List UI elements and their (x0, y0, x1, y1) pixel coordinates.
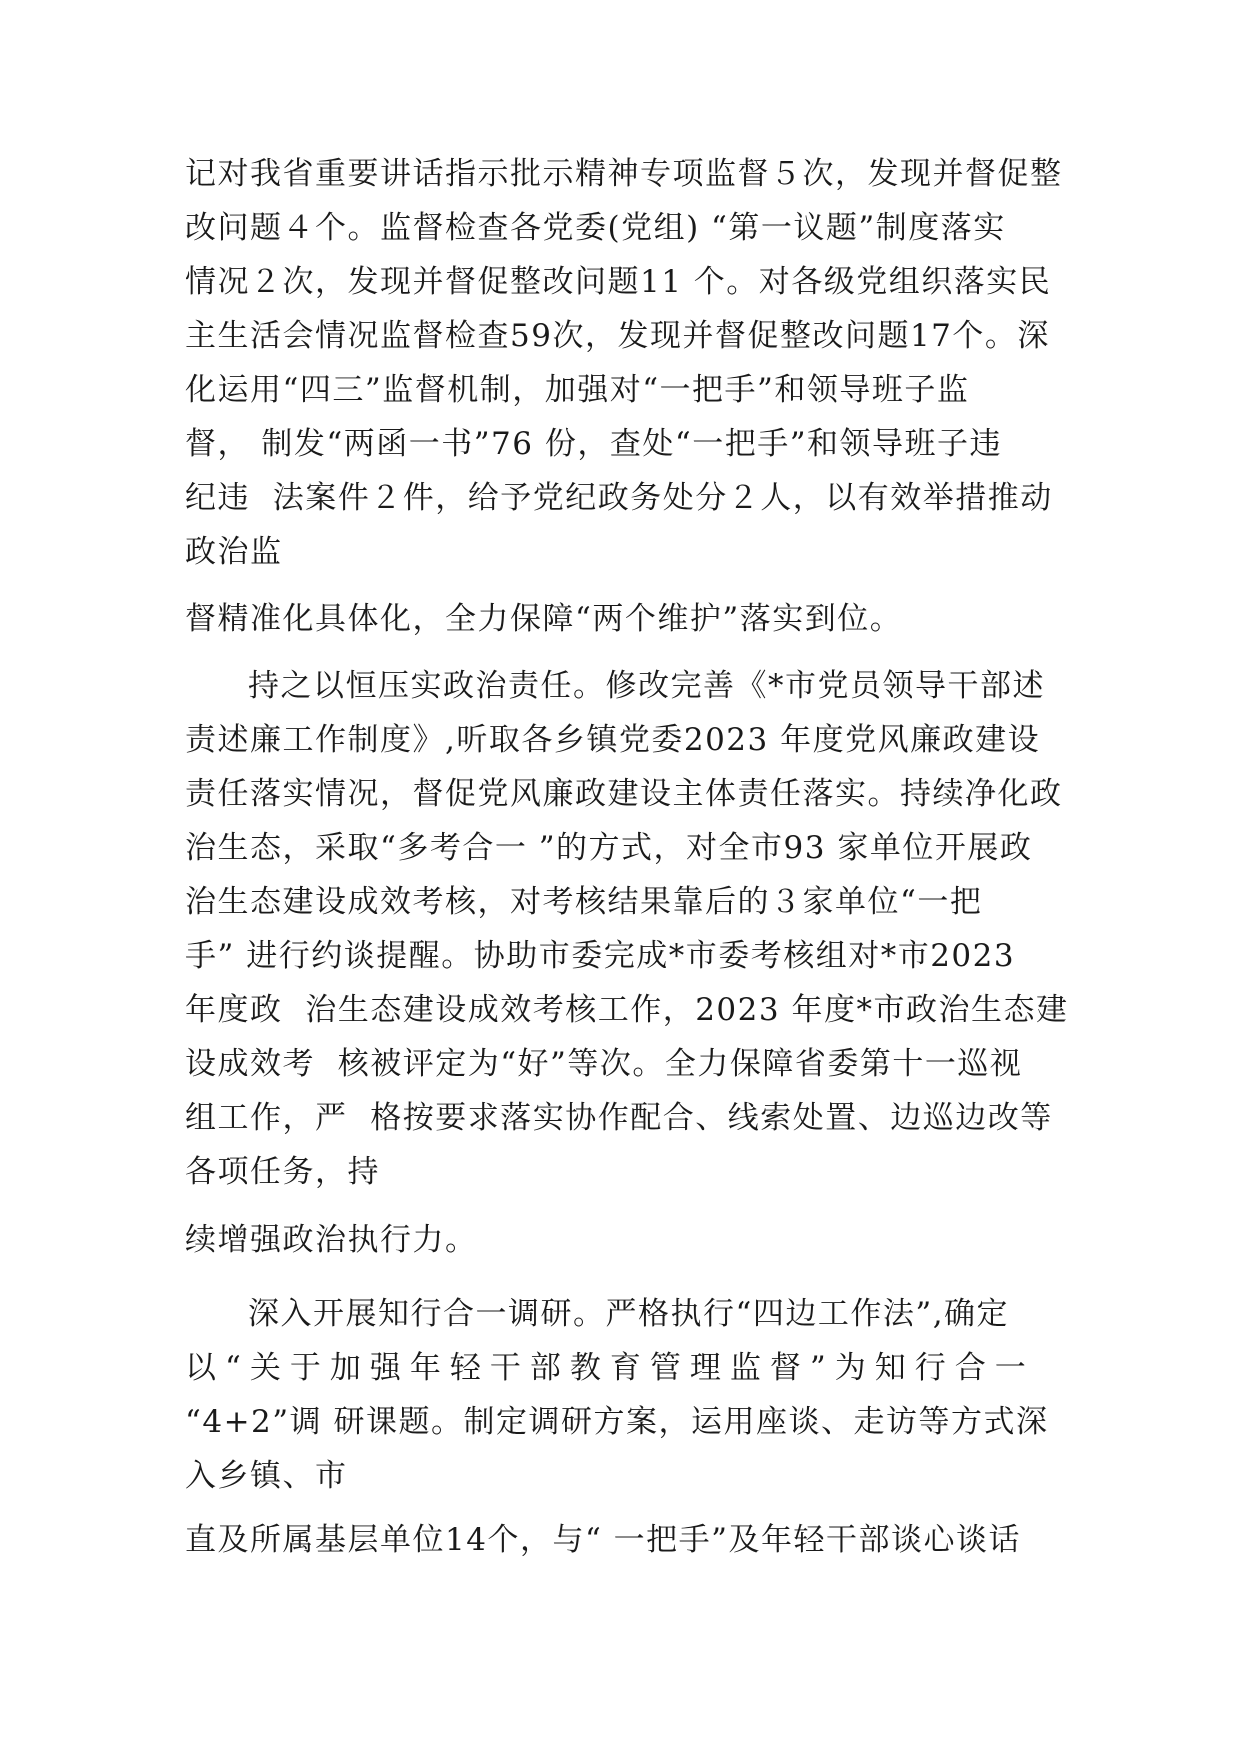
text-line: 督精准化具体化，全力保障“两个维护”落实到位。 (185, 601, 903, 637)
text-line: 续增强政治执行力。 (185, 1222, 478, 1258)
text-line: 各项任务，持 (185, 1154, 380, 1190)
paragraph-heading-line: 深入开展知行合一调研。严格执行“四边工作法”,确定 (248, 1296, 1010, 1332)
paragraph-heading-line: 持之以恒压实政治责任。修改完善《*市党员领导干部述 (248, 668, 1045, 704)
text-line: 纪违 法案件２件，给予党纪政务处分２人，以有效举措推动 (185, 480, 1053, 516)
text-line: 主生活会情况监督检查59次，发现并督促整改问题17个。深 (185, 318, 1050, 354)
text-line: 化运用“四三”监督机制，加强对“一把手”和领导班子监 (185, 372, 970, 408)
text-line: 改问题４个。监督检查各党委(党组) “第一议题”制度落实 (185, 210, 1006, 246)
text-line: 直及所属基层单位14个，与“ 一把手”及年轻干部谈心谈话 (185, 1522, 1021, 1558)
text-line: “4+2”调 研课题。制定调研方案，运用座谈、走访等方式深 (185, 1404, 1049, 1440)
text-line: 治生态，采取“多考合一 ”的方式，对全市93 家单位开展政 (185, 830, 1033, 866)
text-line: 督， 制发“两函一书”76 份，查处“一把手”和领导班子违 (185, 426, 1003, 462)
text-line: 入乡镇、市 (185, 1458, 348, 1494)
text-line: 记对我省重要讲话指示批示精神专项监督５次，发现并督促整 (185, 156, 1063, 192)
text-line: 年度政 治生态建设成效考核工作，2023 年度*市政治生态建 (185, 992, 1069, 1028)
text-line: 治生态建设成效考核，对考核结果靠后的３家单位“一把 (185, 884, 983, 920)
text-line: 手” 进行约谈提醒。协助市委完成*市委考核组对*市2023 (185, 938, 1016, 974)
text-line: 组工作，严 格按要求落实协作配合、线索处置、边巡边改等 (185, 1100, 1053, 1136)
text-line: 责述廉工作制度》,听取各乡镇党委2023 年度党风廉政建设 (185, 722, 1041, 758)
text-line: 以“关于加强年轻干部教育管理监督”为知行合一 (185, 1350, 1035, 1386)
text-line: 责任落实情况，督促党风廉政建设主体责任落实。持续净化政 (185, 776, 1063, 812)
text-line: 设成效考 核被评定为“好”等次。全力保障省委第十一巡视 (185, 1046, 1023, 1082)
text-line: 政治监 (185, 534, 283, 570)
text-line: 情况２次，发现并督促整改问题11 个。对各级党组织落实民 (185, 264, 1052, 300)
